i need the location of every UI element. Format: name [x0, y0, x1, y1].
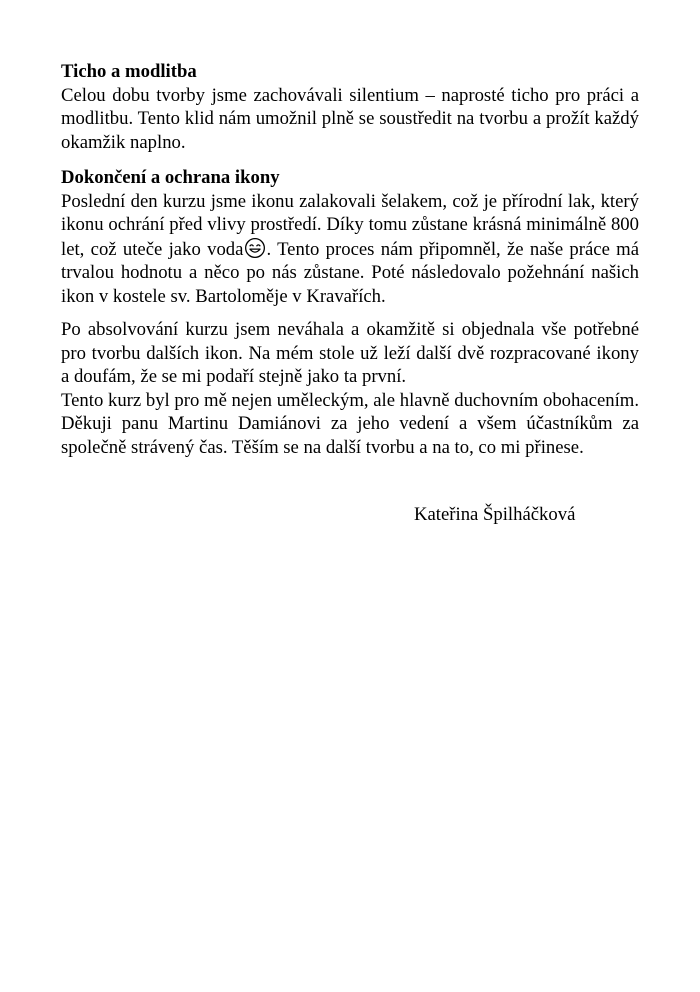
section-title-completion-protection: Dokončení a ochrana ikony	[61, 167, 280, 188]
smiley-icon	[244, 237, 266, 259]
paragraph-completion-protection	[61, 190, 639, 309]
author-signature: Kateřina Špilháčková	[414, 504, 576, 525]
paragraph-after-course: Po absolvování kurzu jsem neváhala a okamžitě si objednala vše potřebné pro tvorbu dalších ikon. Na mém stole už leží další dvě rozpracované ikony a doufám, že se mi podaří stejně jako ta první.	[61, 319, 639, 387]
section-title-silence-prayer: Ticho a modlitba	[61, 61, 197, 82]
paragraph-silence-prayer: Celou dobu tvorby jsme zachovávali silentium – naprosté ticho pro práci a modlitbu. Tento klid nám umožnil plně se soustředit na tvorbu a prožít každý okamžik naplno.	[61, 84, 639, 153]
paragraph-text-before-icon: Poslední den kurzu jsme ikonu zalakovali šelakem, což je přírodní lak, který ikonu ochrání před vlivy prostředí. Díky tomu zůstane krásná minimálně 800 let, což uteče jako voda	[61, 190, 639, 260]
article	[61, 60, 640, 525]
paragraph-text-after-icon: . Tento proces nám připomněl, že naše práce má trvalou hodnotu a něco po nás zůstane. Poté následovalo požehnání našich ikon v kostele sv. Bartoloměje v Kravařích.	[61, 238, 640, 307]
paragraph-gratitude: Tento kurz byl pro mě nejen uměleckým, ale hlavně duchovním obohacením. Děkuji panu Martinu Damiánovi za jeho vedení a všem účastníkům za společně strávený čas. Těším se na další tvorbu a na to, co mi přinese.	[61, 389, 639, 458]
